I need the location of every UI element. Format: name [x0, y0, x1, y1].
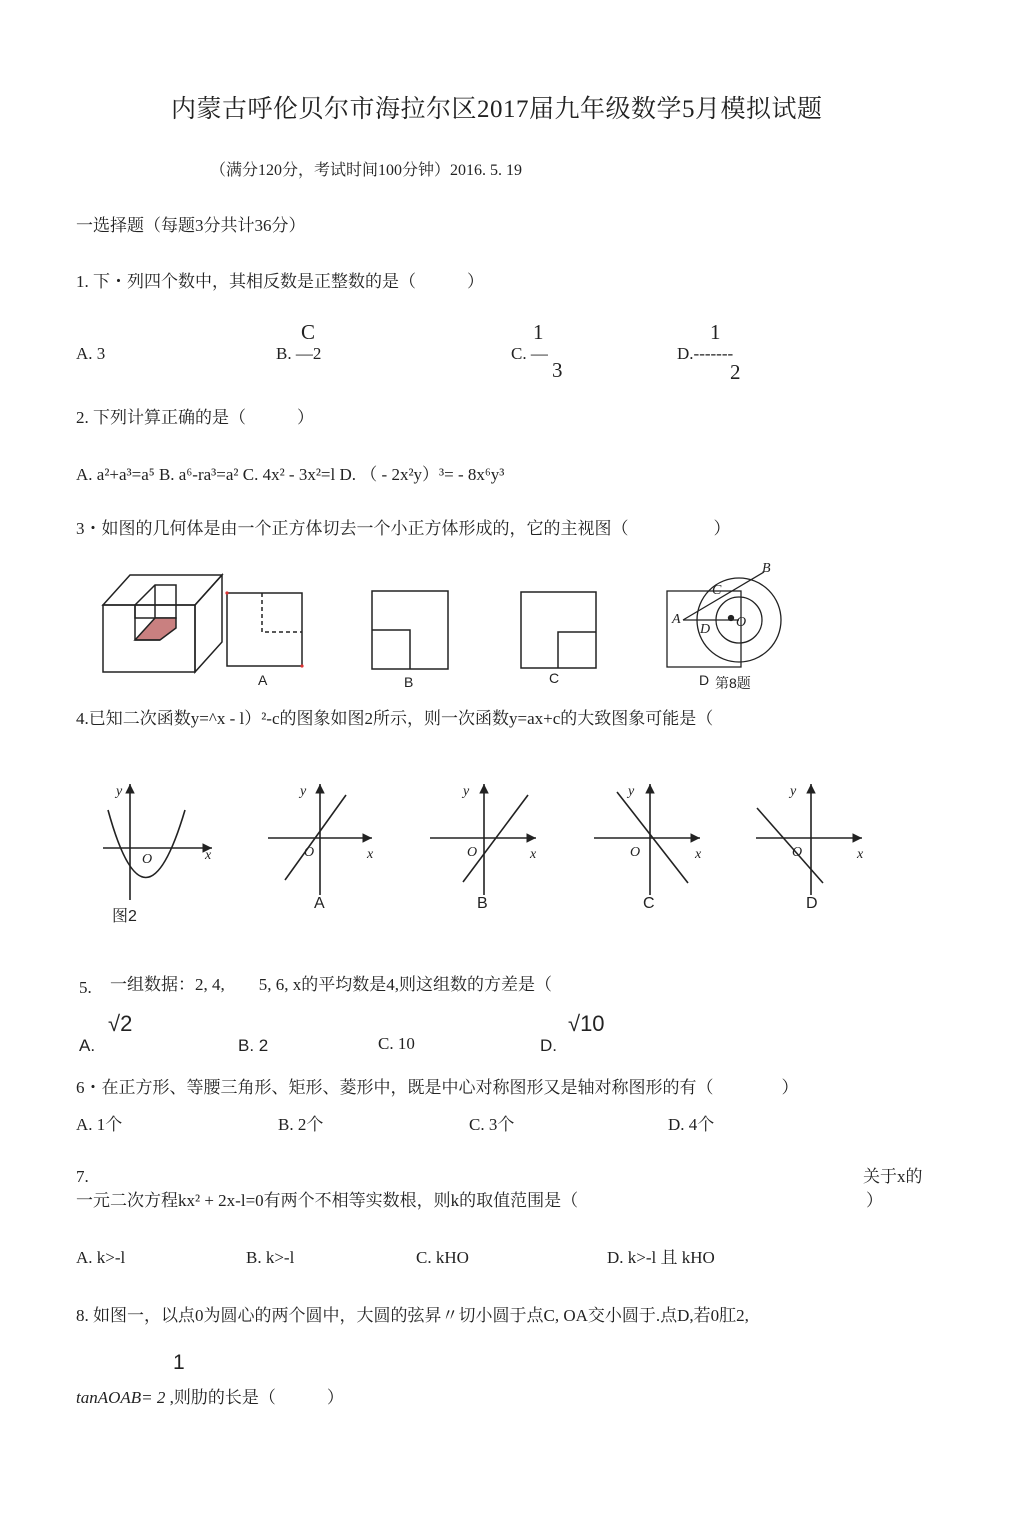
q4-option-b-graph: [430, 784, 536, 895]
graph-a-axis-x: x: [367, 847, 374, 862]
q1-option-c-numerator: 1: [533, 320, 544, 344]
q1-option-c: C. —: [511, 344, 548, 363]
q3-stem: 3・如图的几何体是由一个正方体切去一个小正方体形成的，它的主视图（ ）: [76, 519, 731, 538]
q2-option-b: B. a⁶-ra³=a²: [158, 465, 239, 484]
q5-stem: 一组数据：2, 4, 5, 6, x的平均数是4,则这组数的方差是（: [110, 975, 552, 994]
q3-label-c: C: [549, 670, 560, 686]
q3-label-d: D: [699, 672, 710, 688]
q1-option-c-denominator: 3: [552, 358, 563, 382]
fig2-axis-x: x: [205, 848, 212, 863]
graph-b-origin: O: [467, 845, 478, 860]
graph-c-axis-y: y: [628, 784, 635, 799]
q4-label-a: A: [314, 895, 325, 912]
q7-option-a: A. k>-l: [76, 1248, 126, 1267]
q3-option-c-figure: [521, 592, 596, 668]
graph-b-axis-x: x: [530, 847, 537, 862]
exam-subtitle: （满分120分，考试时间100分钟）2016. 5. 19: [210, 162, 523, 179]
fig8-point-a: A: [672, 612, 681, 627]
q7-number: 7.: [76, 1167, 89, 1186]
q3-option-b-figure: [372, 591, 448, 669]
graph-d-axis-x: x: [857, 847, 864, 862]
q7-close-paren: ）: [866, 1191, 883, 1210]
q1-stem: 1. 下・列四个数中，其相反数是正整数的是（ ）: [76, 272, 484, 291]
graph-d-origin: O: [792, 845, 803, 860]
page-title: 内蒙古呼伦贝尔市海拉尔区2017届九年级数学5月模拟试题: [171, 96, 823, 123]
q8-fraction-numerator: 1: [173, 1351, 185, 1374]
q4-figures: [0, 770, 1024, 940]
q6-option-a: A. 1个: [76, 1115, 123, 1134]
q7-option-c: C. kHO: [416, 1248, 469, 1267]
q1-option-a: A. 3: [76, 344, 106, 363]
q7-stem: 一元二次方程kx² + 2x-l=0有两个不相等实数根，则k的取值范围是（: [76, 1191, 579, 1210]
fig8-caption: 第8题: [715, 675, 751, 691]
q4-option-c-graph: [594, 784, 700, 895]
fig8-point-b: B: [762, 561, 771, 576]
q5-option-c: C. 10: [378, 1034, 415, 1053]
q1-option-d-denominator: 2: [730, 360, 741, 384]
q8-stem: 8. 如图一，以点0为圆心的两个圆中，大圆的弦昇〃切小圆于点C, OA交小圆于.点D,若0肛2,: [76, 1306, 749, 1325]
q3-figures: [0, 560, 1024, 700]
q5-option-d: D.: [540, 1036, 557, 1055]
graph-d-axis-y: y: [790, 784, 797, 799]
q8-line2: [76, 1388, 344, 1408]
q2-option-a: A. a²+a³=a⁵: [76, 465, 155, 484]
q7-stem-right: 关于x的: [863, 1167, 923, 1186]
q3-option-a-figure: [225, 591, 303, 667]
graph-a-axis-y: y: [300, 784, 307, 799]
q6-stem: 6・在正方形、等腰三角形、矩形、菱形中，既是中心对称图形又是轴对称图形的有（ ）: [76, 1078, 799, 1097]
cube-figure: [103, 575, 222, 672]
q7-option-b: B. k>-l: [246, 1248, 295, 1267]
q3-label-a: A: [258, 672, 268, 688]
q2-option-c: C. 4x² - 3x²=l: [242, 465, 336, 484]
q7-option-d: D. k>-l 且 kHO: [607, 1248, 715, 1267]
q8-question: ,则肋的长是（ ）: [169, 1388, 344, 1407]
q4-option-d-graph: [756, 784, 862, 895]
q4-stem: 4.已知二次函数y=^x - l）²-c的图象如图2所示，则一次函数y=ax+c的大致图象可能是（: [76, 709, 714, 728]
q5-option-a-value: √2: [108, 1011, 133, 1036]
section-heading: 一选择题（每题3分共计36分）: [76, 216, 306, 235]
q1-option-d: D.-------: [677, 344, 734, 363]
q2-options: [76, 465, 504, 485]
q8-tan-expression: tanAOAB= 2: [76, 1388, 166, 1407]
fig2-axis-y: y: [116, 784, 123, 799]
fig2-origin: O: [142, 852, 153, 867]
fig8-point-c: C: [712, 583, 722, 598]
q1-option-b: B. —2: [276, 344, 322, 363]
q6-option-b: B. 2个: [278, 1115, 324, 1134]
q1-option-d-numerator: 1: [710, 320, 721, 344]
q3-label-b: B: [404, 674, 414, 690]
q5-option-d-value: √10: [568, 1011, 605, 1036]
q6-option-d: D. 4个: [668, 1115, 715, 1134]
graph-a-origin: O: [304, 845, 315, 860]
q6-option-c: C. 3个: [469, 1115, 515, 1134]
q4-label-d: D: [806, 895, 818, 912]
q5-option-a: A.: [79, 1036, 96, 1055]
q3-option-d-figure: [667, 572, 781, 667]
q2-option-d: D. （ - 2x²y）³= - 8x⁶y³: [339, 465, 505, 484]
graph-b-axis-y: y: [463, 784, 470, 799]
q4-label-c: C: [643, 895, 655, 912]
q1-option-b-top: C: [301, 320, 316, 344]
q4-label-b: B: [477, 895, 488, 912]
q5-number: 5.: [79, 978, 92, 997]
graph-c-origin: O: [630, 845, 641, 860]
q2-stem: 2. 下列计算正确的是（ ）: [76, 408, 314, 427]
q5-option-b: B. 2: [238, 1036, 269, 1055]
graph-c-axis-x: x: [695, 847, 702, 862]
figure-2-parabola: [103, 784, 212, 900]
fig2-caption: 图2: [112, 908, 137, 925]
fig8-point-o: O: [736, 615, 747, 630]
q4-option-a-graph: [268, 784, 372, 895]
fig8-point-d: D: [700, 622, 711, 637]
